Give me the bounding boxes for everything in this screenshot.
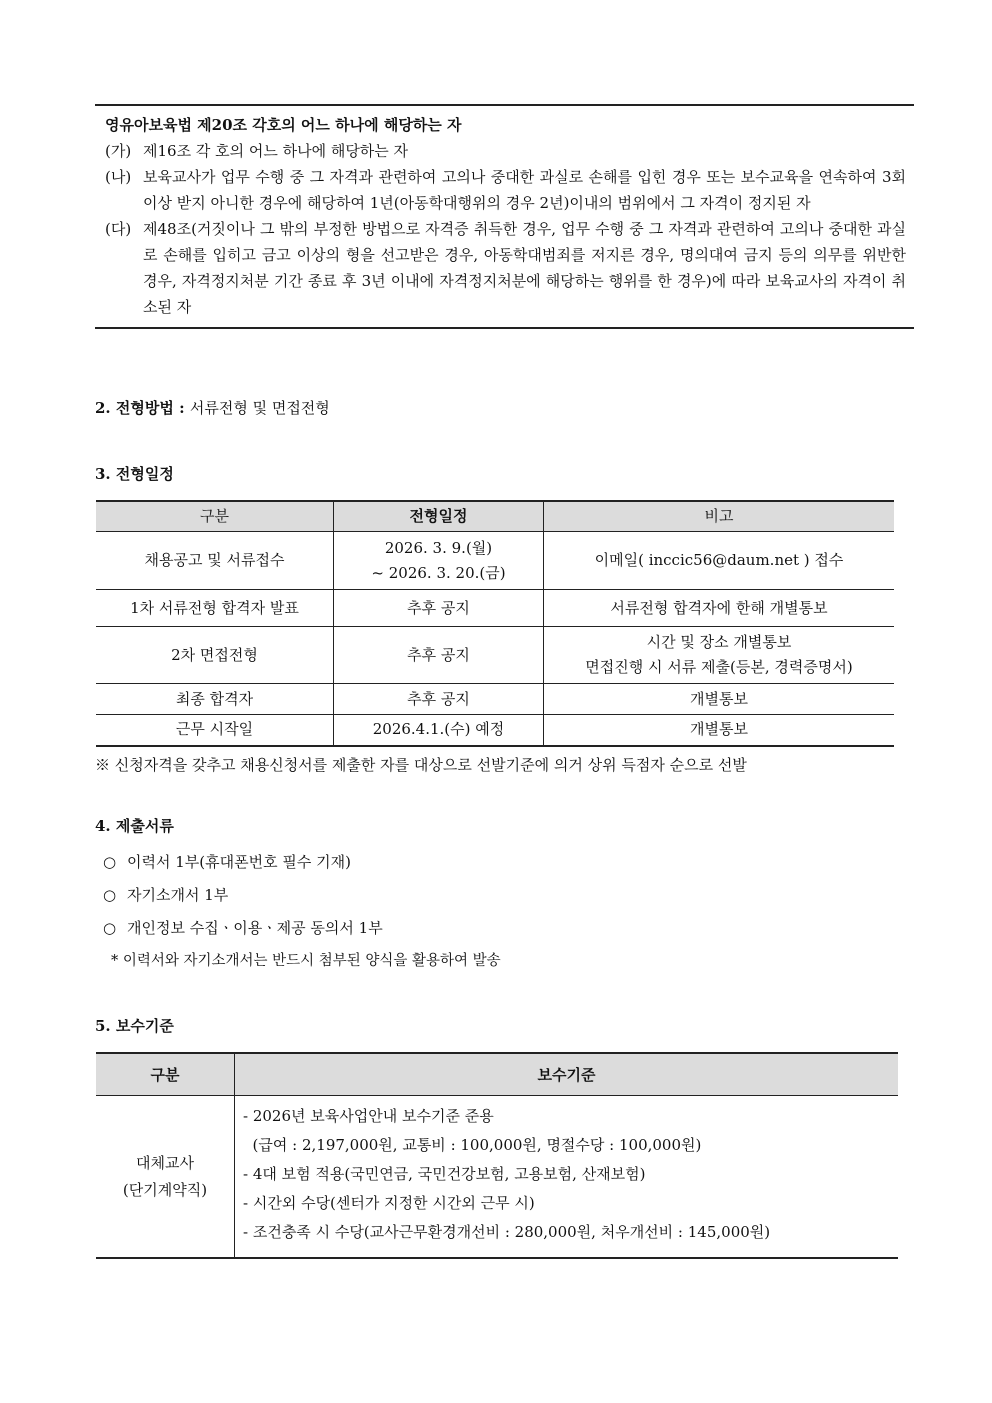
table-cell — [235, 1096, 899, 1259]
table-header: 구분 — [96, 1053, 235, 1096]
table-cell: 이메일( inccic56@daum.net ) 접수 — [544, 532, 895, 590]
table-row — [96, 1096, 898, 1259]
table-row — [96, 532, 894, 590]
table-row — [96, 684, 894, 715]
circle-bullet-icon: ○ — [103, 886, 117, 904]
criteria-item — [105, 216, 906, 320]
pay-line: - 시간외 수당(센터가 지정한 시간외 근무 시) — [243, 1194, 535, 1212]
circle-bullet-icon: ○ — [103, 919, 117, 937]
pay-line: - 조건충족 시 수당(교사근무환경개선비 : 280,000원, 처우개선비 : 145,000원) — [243, 1223, 771, 1241]
section-title: 3. 전형일정 — [95, 465, 174, 483]
criteria-marker: (다) — [105, 220, 132, 238]
table-cell: 추후 공지 — [334, 627, 544, 684]
cell-line: 대체교사 — [136, 1153, 194, 1172]
cell-line: 면접진행 시 서류 제출(등본, 경력증명서) — [585, 658, 853, 676]
list-item — [103, 846, 501, 879]
criteria-text: 제16조 각 호의 어느 하나에 해당하는 자 — [143, 142, 409, 160]
list-item-text: 자기소개서 1부 — [127, 886, 229, 904]
table-cell: 최종 합격자 — [96, 684, 334, 715]
table-cell: 근무 시작일 — [96, 715, 334, 746]
pay-line: (급여 : 2,197,000원, 교통비 : 100,000원, 명절수당 : 100,000원) — [243, 1136, 702, 1154]
table-cell: 2026.4.1.(수) 예정 — [334, 715, 544, 746]
pay-standard-table — [96, 1052, 898, 1259]
cell-line: (단기계약직) — [122, 1180, 208, 1199]
table-header: 구분 — [96, 501, 334, 532]
table-header-row — [96, 1053, 898, 1096]
required-documents-list — [103, 846, 501, 978]
section-title: 4. 제출서류 — [95, 817, 174, 835]
disqualification-criteria-box — [95, 104, 914, 329]
table-header: 비고 — [544, 501, 895, 532]
schedule-footnote: ※ 신청자격을 갖추고 채용신청서를 제출한 자를 대상으로 선발기준에 의거 상위 득점자 순으로 선발 — [95, 756, 747, 774]
table-cell — [544, 627, 895, 684]
table-row — [96, 590, 894, 627]
pay-line: - 4대 보험 적용(국민연금, 국민건강보험, 고용보험, 산재보험) — [243, 1165, 646, 1183]
criteria-title: 영유아보육법 제20조 각호의 어느 하나에 해당하는 자 — [105, 116, 462, 134]
pay-line: - 2026년 보육사업안내 보수기준 준용 — [243, 1107, 494, 1125]
section-screening-method — [95, 397, 330, 418]
table-cell — [96, 1096, 235, 1259]
criteria-item — [105, 138, 906, 164]
table-header: 보수기준 — [235, 1053, 899, 1096]
cell-line: 2026. 3. 9.(월) — [384, 538, 493, 557]
criteria-text: 제48조(거짓이나 그 밖의 부정한 방법으로 자격증 취득한 경우, 업무 수행 중 그 자격과 관련하여 고의나 중대한 과실로 손해를 입히고 금고 이상의 형을 선고받은 경우, 아동학대범죄를 저지른 경우, 명의대여 금지 등의 의무를 위반한 경우, 자격정지처분 기간 종료 후 3년 이내에 자격정지처분에 해당하는 행위를 한 경우)에 따라 보육교사의 자격이 취소된 자 — [143, 220, 906, 316]
criteria-marker: (가) — [105, 142, 132, 160]
section-title: 2. 전형방법 : — [95, 399, 185, 417]
circle-bullet-icon: ○ — [103, 853, 117, 871]
table-row — [96, 627, 894, 684]
table-cell — [334, 532, 544, 590]
section-value: 서류전형 및 면접전형 — [189, 399, 330, 417]
documents-note: * 이력서와 자기소개서는 반드시 첨부된 양식을 활용하여 발송 — [111, 953, 501, 969]
list-item-text: 이력서 1부(휴대폰번호 필수 기재) — [127, 853, 351, 871]
list-item — [103, 912, 501, 945]
table-cell: 1차 서류전형 합격자 발표 — [96, 590, 334, 627]
table-cell: 서류전형 합격자에 한해 개별통보 — [544, 590, 895, 627]
criteria-text: 보육교사가 업무 수행 중 그 자격과 관련하여 고의나 중대한 과실로 손해를 입힌 경우 또는 보수교육을 연속하여 3회 이상 받지 아니한 경우에 해당하여 1년(아동학대행위의 경우 2년)이내의 범위에서 그 자격이 정지된 자 — [143, 168, 906, 212]
cell-line: ~ 2026. 3. 20.(금) — [371, 563, 506, 582]
criteria-item — [105, 164, 906, 216]
table-cell: 추후 공지 — [334, 590, 544, 627]
section-title: 5. 보수기준 — [95, 1017, 174, 1035]
table-cell: 채용공고 및 서류접수 — [96, 532, 334, 590]
list-item — [103, 879, 501, 912]
table-cell: 2차 면접전형 — [96, 627, 334, 684]
criteria-marker: (나) — [105, 168, 132, 186]
schedule-table — [96, 500, 894, 747]
table-header: 전형일정 — [334, 501, 544, 532]
table-cell: 개별통보 — [544, 715, 895, 746]
table-header-row — [96, 501, 894, 532]
cell-line: 시간 및 장소 개별통보 — [646, 633, 792, 651]
table-cell: 추후 공지 — [334, 684, 544, 715]
table-cell: 개별통보 — [544, 684, 895, 715]
table-row — [96, 715, 894, 746]
list-item-text: 개인정보 수집ㆍ이용ㆍ제공 동의서 1부 — [127, 919, 383, 937]
